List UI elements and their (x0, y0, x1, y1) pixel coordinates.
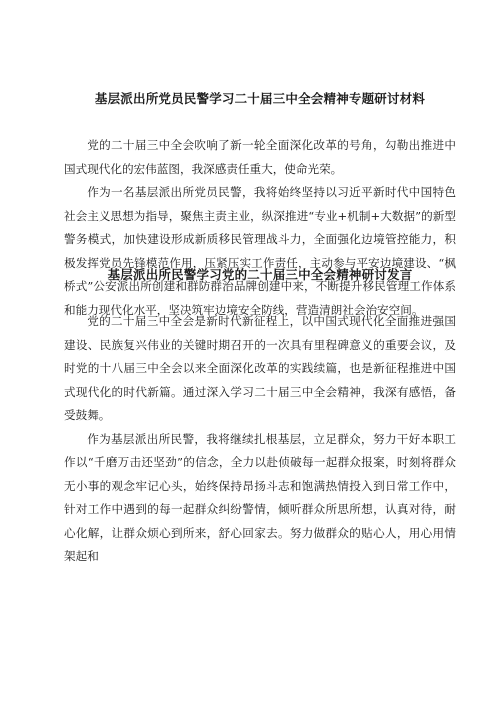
section-1-paragraph-2: 作为一名基层派出所党员民警，我将始终坚持以习近平新时代中国特色社会主义思想为指导，聚焦主责主业，纵深推进“专业+机制+大数据”的新型警务模式，加快建设形成新质移民管理战斗力，全面强化边境管控能力，积极发挥党员先锋模范作用，压紧压实工作责任，主动参与平安边境建设、“枫桥式”公安派出所创建和群防群治品牌创建中来，不断提升移民管理工作体系和能力现代化水平，坚决筑牢边境安全防线，营造清朗社会治安空间。 (64, 185, 456, 317)
section-2-body (64, 310, 456, 569)
section-2 (64, 265, 456, 569)
section-1-title: 基层派出所党员民警学习二十届三中全会精神专题研讨材料 (94, 91, 426, 106)
section-2-title: 基层派出所民警学习党的二十届三中全会精神研讨发言 (107, 267, 413, 282)
section-2-paragraph-2: 作为基层派出所民警，我将继续扎根基层，立足群众，努力干好本职工作以“千磨万击还坚劲”的信念，全力以赴侦破每一起群众报案，时刻将群众无小事的观念牢记心头，始终保持昂扬斗志和饱满热情投入到日常工作中，针对工作中遇到的每一起群众纠纷警情，倾听群众所思所想，认真对待，耐心化解，让群众烦心到所来，舒心回家去。努力做群众的贴心人，用心用情架起和 (64, 431, 456, 563)
section-2-paragraph-1: 党的二十届三中全会是新时代新征程上，以中国式现代化全面推进强国建设、民族复兴伟业的关键时期召开的一次具有里程碑意义的重要会议，及时党的十八届三中全会以来全面深化改革的实践续篇，也是新征程推进中国式现代化的时代新篇。通过深入学习二十届三中全会精神，我深有感悟，备受鼓舞。 (64, 314, 456, 422)
section-1-paragraph-1: 党的二十届三中全会吹响了新一轮全面深化改革的号角，勾勒出推进中国式现代化的宏伟蓝图，我深感责任重大，使命光荣。 (64, 138, 456, 176)
